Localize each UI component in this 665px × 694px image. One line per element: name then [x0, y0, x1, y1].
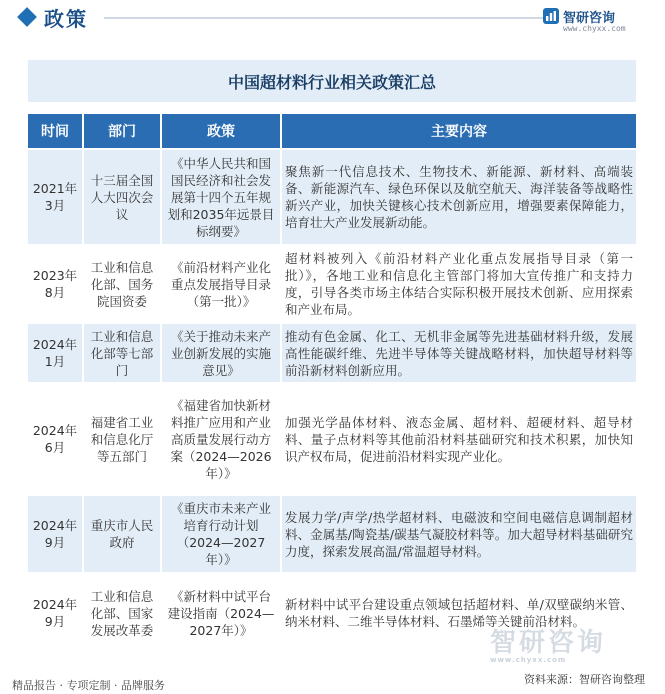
brand-logo-icon	[543, 8, 559, 24]
footer-tagline: 精品报告 · 专项定制 · 品牌服务	[12, 679, 165, 692]
cell-dept: 福建省工业和信息化厅等五部门	[84, 384, 162, 494]
column-header-dept: 部门	[84, 114, 162, 148]
table-header-row	[28, 114, 636, 148]
cell-policy: 《关于推动未来产业创新发展的实施意见》	[162, 324, 282, 382]
column-header-policy: 政策	[162, 114, 282, 148]
brand-name: 智研咨询	[563, 11, 616, 26]
table-row	[28, 384, 636, 494]
cell-content: 加强光学晶体材料、液态金属、超材料、超硬材料、超导材料、量子点材料等其他前沿材料基础研究和技术积累，加快知识产权布局，促进前沿材料实现产业化。	[282, 384, 636, 494]
page-footer	[0, 670, 665, 694]
watermark-url: www.chyxx.com	[490, 656, 567, 664]
cell-time: 2023年8月	[28, 246, 84, 322]
brand-url: www.chyxx.com	[563, 24, 626, 33]
cell-dept: 工业和信息化部、国务院国资委	[84, 246, 162, 322]
cell-policy: 《福建省加快新材料推广应用和产业高质量发展行动方案（2024—2026年）》	[162, 384, 282, 494]
cell-content: 聚焦新一代信息技术、生物技术、新能源、新材料、高端装备、新能源汽车、绿色环保以及航空航天、海洋装备等战略性新兴产业，加快关键核心技术创新应用，增强要素保障能力，培育壮大产业发展新动能。	[282, 150, 636, 244]
watermark	[490, 622, 660, 662]
cell-policy: 《中华人民共和国国民经济和社会发展第十四个五年规划和2035年远景目标纲要》	[162, 150, 282, 244]
column-header-time: 时间	[28, 114, 84, 148]
column-header-content: 主要内容	[282, 114, 636, 148]
cell-time: 2024年9月	[28, 496, 84, 572]
cell-policy: 《重庆市未来产业培育行动计划（2024—2027年）》	[162, 496, 282, 572]
cell-dept: 重庆市人民政府	[84, 496, 162, 572]
watermark-text: 智研咨询	[490, 628, 607, 658]
cell-dept: 工业和信息化部等七部门	[84, 324, 162, 382]
cell-policy: 《新材料中试平台建设指南（2024—2027年）》	[162, 574, 282, 652]
cell-dept: 工业和信息化部、国家发展改革委	[84, 574, 162, 652]
cell-time: 2021年3月	[28, 150, 84, 244]
policy-table	[28, 112, 636, 654]
brand-logo	[543, 6, 653, 36]
page-header	[0, 0, 665, 36]
cell-content: 新材料中试平台建设重点领域包括超材料、单/双壁碳纳米管、纳米材料、二维半导体材料、石墨烯等关键前沿材料。	[282, 574, 636, 652]
cell-time: 2024年6月	[28, 384, 84, 494]
cell-time: 2024年1月	[28, 324, 84, 382]
table-row	[28, 324, 636, 382]
diamond-icon	[17, 7, 37, 27]
table-row	[28, 496, 636, 572]
cell-dept: 十三届全国人大四次会议	[84, 150, 162, 244]
cell-time: 2024年9月	[28, 574, 84, 652]
cell-content: 发展力学/声学/热学超材料、电磁波和空间电磁信息调制超材料、金属基/陶瓷基/碳基气凝胶材料等。加大超导材料基础研究力度，探索发展高温/常温超导材料。	[282, 496, 636, 572]
footer-source: 资料来源：智研咨询整理	[524, 673, 645, 686]
header-rule	[104, 17, 552, 19]
cell-content: 推动有色金属、化工、无机非金属等先进基础材料升级，发展高性能碳纤维、先进半导体等关键战略材料，加快超导材料等前沿新材料创新应用。	[282, 324, 636, 382]
cell-policy: 《前沿材料产业化重点发展指导目录（第一批）》	[162, 246, 282, 322]
table-row	[28, 150, 636, 244]
cell-content: 超材料被列入《前沿材料产业化重点发展指导目录（第一批）》，各地工业和信息化主管部门将加大宣传推广和支持力度，引导各类市场主体结合实际积极开展技术创新、应用探索和产业布局。	[282, 246, 636, 322]
table-row	[28, 246, 636, 322]
section-title: 政策	[44, 7, 88, 31]
table-title: 中国超材料行业相关政策汇总	[28, 60, 636, 102]
